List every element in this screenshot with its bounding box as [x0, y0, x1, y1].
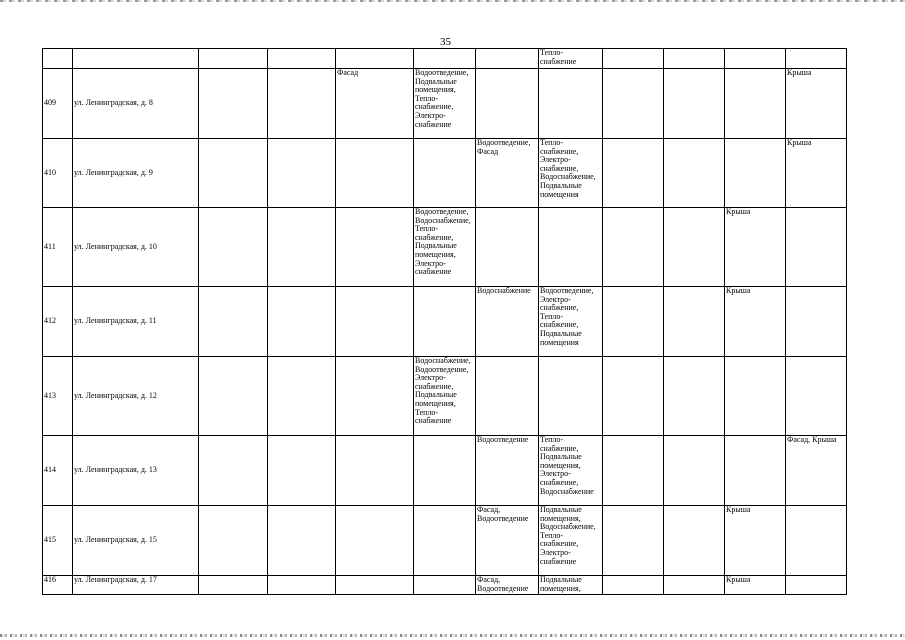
work-cell — [786, 576, 847, 595]
work-cell: Водоотведение, Подвальные помещения, Тепло- снабжение, Электро- снабжение — [414, 69, 476, 139]
row-address: ул. Ленинградская, д. 15 — [73, 506, 199, 576]
row-number: 414 — [43, 436, 73, 506]
row-number: 416 — [43, 576, 73, 595]
work-cell: Крыша — [725, 576, 786, 595]
work-cell — [786, 357, 847, 436]
work-cell — [336, 287, 414, 357]
work-cell: Фасад, Водоотведение — [476, 506, 539, 576]
work-cell: Водоотведение, Электро- снабжение, Тепло- снабжение, Подвальные помещения — [539, 287, 603, 357]
work-cell — [786, 287, 847, 357]
row-address: ул. Ленинградская, д. 10 — [73, 208, 199, 287]
work-cell — [336, 506, 414, 576]
work-cell: Крыша — [725, 506, 786, 576]
table-row — [43, 357, 847, 436]
work-cell — [539, 208, 603, 287]
table-row — [43, 208, 847, 287]
work-cell: Крыша — [725, 208, 786, 287]
work-cell — [414, 139, 476, 208]
row-address: ул. Ленинградская, д. 13 — [73, 436, 199, 506]
work-cell: Фасад, Крыша — [786, 436, 847, 506]
continuation-cell: Тепло- снабжение — [539, 49, 603, 69]
table-row — [43, 506, 847, 576]
work-cell: Водоотведение, Водоснабжение, Тепло- снабжение, Подвальные помещения, Электро- снабжение — [414, 208, 476, 287]
row-address: ул. Ленинградская, д. 9 — [73, 139, 199, 208]
work-cell: Фасад — [336, 69, 414, 139]
work-cell — [414, 287, 476, 357]
work-cell — [725, 139, 786, 208]
work-cell — [336, 576, 414, 595]
work-cell — [336, 357, 414, 436]
scan-edge-top — [0, 0, 905, 2]
work-cell — [725, 357, 786, 436]
work-cell: Крыша — [786, 69, 847, 139]
work-cell — [725, 69, 786, 139]
work-cell — [725, 436, 786, 506]
table-row — [43, 436, 847, 506]
table-row — [43, 576, 847, 595]
work-cell — [414, 576, 476, 595]
table-row — [43, 287, 847, 357]
row-address: ул. Ленинградская, д. 11 — [73, 287, 199, 357]
work-cell: Подвальные помещения, Водоснабжение, Тепло- снабжение, Электро- снабжение — [539, 506, 603, 576]
repair-schedule-table — [42, 48, 847, 595]
work-cell — [539, 357, 603, 436]
work-cell — [786, 506, 847, 576]
work-cell: Водоотведение, Фасад — [476, 139, 539, 208]
work-cell — [336, 208, 414, 287]
work-cell: Водоснабжение, Водоотведение, Электро- снабжение, Подвальные помещения, Тепло- снабжение — [414, 357, 476, 436]
work-cell — [476, 69, 539, 139]
work-cell: Крыша — [786, 139, 847, 208]
work-cell — [336, 139, 414, 208]
work-cell — [476, 357, 539, 436]
work-cell: Тепло- снабжение, Подвальные помещения, Электро- снабжение, Водоснабжение — [539, 436, 603, 506]
row-number: 411 — [43, 208, 73, 287]
work-cell: Фасад, Водоотведение — [476, 576, 539, 595]
work-cell — [786, 208, 847, 287]
row-number: 415 — [43, 506, 73, 576]
work-cell: Водоотведение — [476, 436, 539, 506]
work-cell — [476, 208, 539, 287]
continuation-row — [43, 49, 847, 69]
scan-edge-bottom — [0, 634, 905, 637]
work-cell: Тепло- снабжение, Электро- снабжение, Водоснабжение, Подвальные помещения — [539, 139, 603, 208]
work-cell — [539, 69, 603, 139]
row-address: ул. Ленинградская, д. 17 — [73, 576, 199, 595]
row-number: 412 — [43, 287, 73, 357]
work-cell — [336, 436, 414, 506]
work-cell: Крыша — [725, 287, 786, 357]
table-row — [43, 139, 847, 208]
work-cell — [414, 436, 476, 506]
row-number: 409 — [43, 69, 73, 139]
work-cell — [414, 506, 476, 576]
row-number: 410 — [43, 139, 73, 208]
work-cell: Подвальные помещения, — [539, 576, 603, 595]
table-row — [43, 69, 847, 139]
row-number: 413 — [43, 357, 73, 436]
work-cell: Водоснабжение — [476, 287, 539, 357]
page-number: 35 — [440, 36, 451, 48]
row-address: ул. Ленинградская, д. 12 — [73, 357, 199, 436]
row-address: ул. Ленинградская, д. 8 — [73, 69, 199, 139]
